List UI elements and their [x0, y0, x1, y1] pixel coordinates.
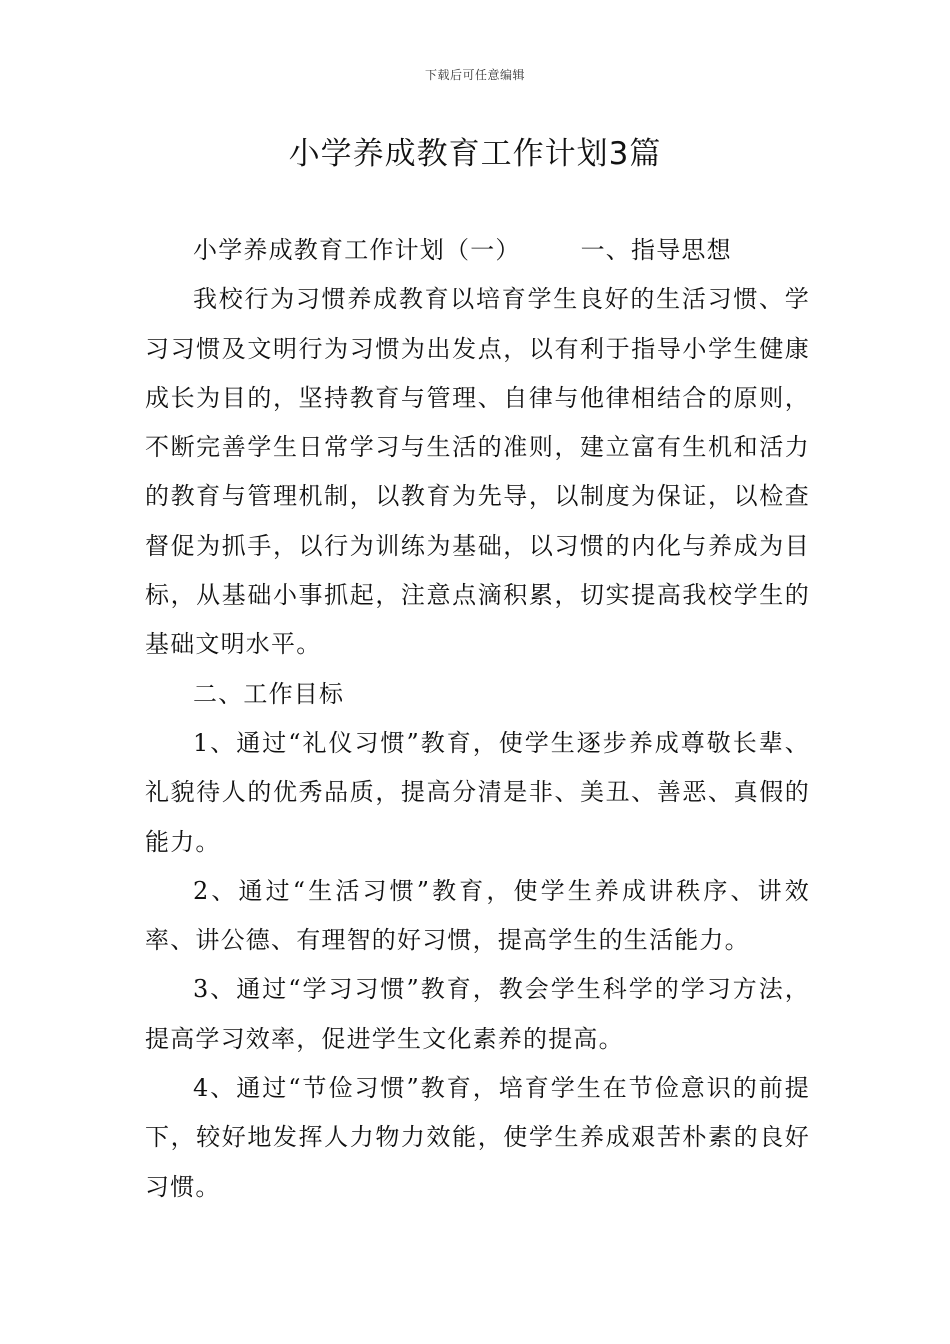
- goal-item-living-habits: 2、通过“生活习惯”教育，使学生养成讲秩序、讲效率、讲公德、有理智的好习惯，提高学生的生活能力。: [145, 876, 810, 955]
- goal-item-etiquette: 1、通过“礼仪习惯”教育，使学生逐步养成尊敬长辈、礼貌待人的优秀品质，提高分清是非、美丑、善恶、真假的能力。: [145, 728, 810, 856]
- section-heading-work-goals: 二、工作目标: [193, 679, 345, 708]
- paragraph-guiding-thought: 我校行为习惯养成教育以培育学生良好的生活习惯、学习习惯及文明行为习惯为出发点，以有利于指导小学生健康成长为目的，坚持教育与管理、自律与他律相结合的原则，不断完善学生日常学习与生活的准则，建立富有生机和活力的教育与管理机制，以教育为先导，以制度为保证，以检查督促为抓手，以行为训练为基础，以习惯的内化与养成为目标，从基础小事抓起，注意点滴积累，切实提高我校学生的基础文明水平。: [145, 285, 810, 659]
- plan-name: 小学养成教育工作计划（一）: [193, 236, 521, 264]
- document-body: [145, 226, 810, 1212]
- goal-item-learning-habits: 3、通过“学习习惯”教育，教会学生科学的学习方法，提高学习效率，促进学生文化素养的提高。: [145, 975, 810, 1053]
- goal-item-thrift-habits: 4、通过“节俭习惯”教育，培育学生在节俭意识的前提下，较好地发挥人力物力效能，使学生养成艰苦朴素的良好习惯。: [145, 1074, 810, 1201]
- header-note: 下载后可任意编辑: [424, 68, 525, 82]
- document-title: 小学养成教育工作计划3篇: [288, 136, 662, 172]
- subtitle-line: [145, 226, 810, 275]
- section-heading-guiding-thought: 一、指导思想: [580, 236, 732, 264]
